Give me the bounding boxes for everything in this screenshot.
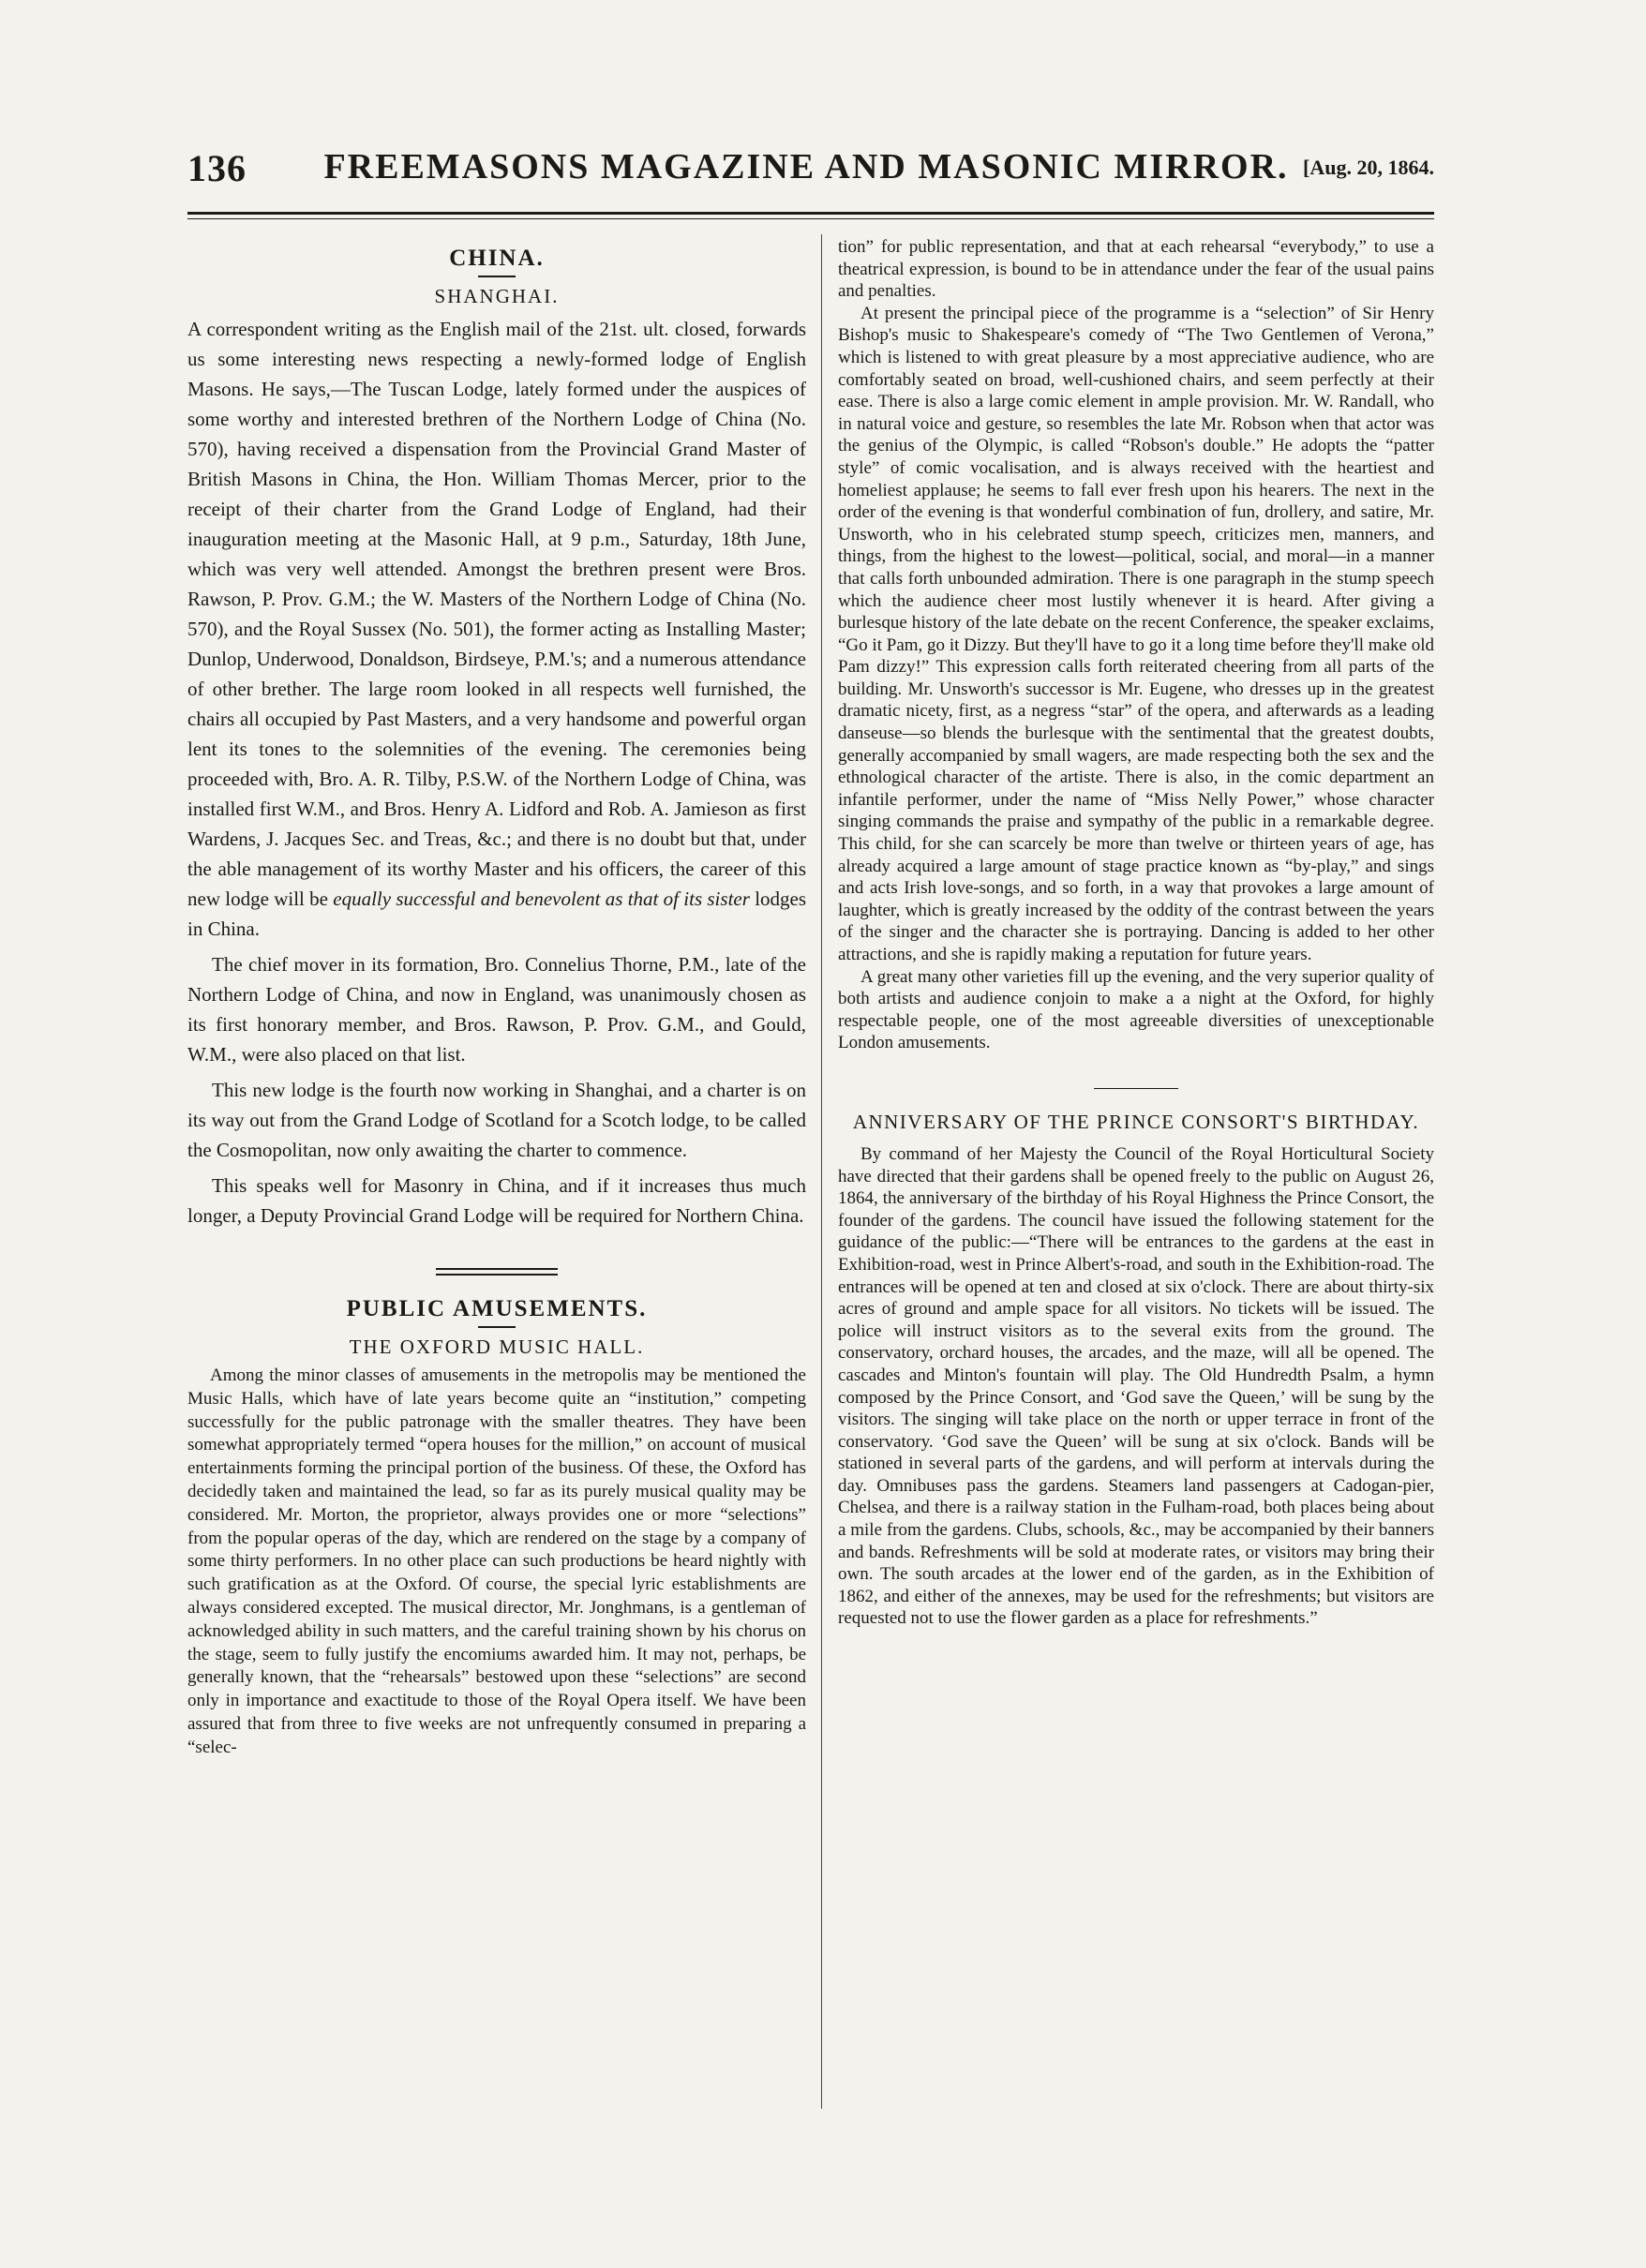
amusements-body [187,1365,806,1760]
running-title: FREEMASONS MAGAZINE AND MASONIC MIRROR. [323,147,1289,187]
china-paragraph-4: This speaks well for Masonry in China, and if it increases thus much longer, a Deputy Provincial Grand Lodge will be required for Northern China. [187,1174,806,1227]
header-rule-thin [187,218,1434,219]
anniversary-paragraph-1: By command of her Majesty the Council of the Royal Horticultural Society have directed that their gardens shall be opened freely to the public on August 26, 1864, the anniversary of the birthday of his Royal Highness the Prince Consort, the founder of the gardens. The council have issued the following statement for the guidance of the public:—“There will be entrances to the gardens at the east in Exhibition-road, west in Prince Albert's-road, and south in the Exhibition-road. The entrances will be opened at ten and closed at six o'clock. There are about thirty-six acres of ground and ample space for all visitors. No tickets will be issued. The police will instruct visitors as to the several exits from the ground. The conservatory, orchard houses, the arcades, and the maze, will all be opened. The cascades and Minton's fountain will play. The Old Hundredth Psalm, a hymn composed by the Prince Consort, and ‘God save the Queen,’ will be sung by the visitors. The singing will take place on the north or upper terrace in front of the conservatory. ‘God save the Queen’ will be sung at six o'clock. Bands will be stationed in several parts of the gardens, and will perform at intervals during the day. Omnibuses pass the gardens. Steamers land passengers at Cadogan-pier, Chelsea, and there is a railway station in the Fulham-road, both places being about a mile from the gardens. Clubs, schools, &c., may be accompanied by their banners and bands. Refreshments will be sold at moderate rates, or visitors may bring their own. The south arcades at the lower end of the garden, as in the Exhibition of 1862, and either of the annexes, may be used for the refreshments; but visitors are requested not to use the flower garden as a place for refreshments.” [838,1143,1434,1629]
amusements-cont-paragraph-2: At present the principal piece of the programme is a “selection” of Sir Henry Bishop's music to Shakespeare's comedy of “The Two Gentlemen of Verona,” which is listened to with great pleasure by a most appreciative audience, who are comfortably seated on broad, well-cushioned chairs, and seem perfectly at their ease. There is also a large comic element in ample provision. Mr. W. Randall, who in natural voice and gesture, so resembles the late Mr. Robson when that actor was the genius of the Olympic, is called “Robson's double.” He adopts the “patter style” of comic vocalisation, and is always received with the heartiest and homeliest applause; he seems to fall ever fresh upon his hearers. The next in the order of the evening is that wonderful combination of fun, drollery, and satire, Mr. Unsworth, who in his celebrated stump speech, criticizes men, manners, and things, from the highest to the lowest—political, social, and moral—in a manner that calls forth unbounded admiration. There is one paragraph in the stump speech which the audience cheer most lustily whenever it is heard. After giving a burlesque history of the late debate on the recent Conference, the speaker exclaims, “Go it Pam, go it Dizzy. But they'll have to go it a long time before they'll make old Pam dizzy!” This expression calls forth reiterated cheering from all parts of the building. Mr. Unsworth's successor is Mr. Eugene, who dresses up in the greatest dramatic nicety, first, as a negress “star” of the opera, and afterwards as a leading danseuse—so blends the burlesque with the sentimental that the greatest doubts, generally accompanied by small wagers, are made respecting both the sex and the ethnological character of the artiste. There is also, in the comic department an infantile performer, under the name of “Miss Nelly Power,” whose character singing commands the praise and sympathy of the public in a remarkable degree. This child, for she can scarcely be more than twelve or thirteen years of age, has already acquired a large amount of stage practice known as “by-play,” and sings and acts Irish love-songs, and so forth, in a way that provokes a large amount of laughter, which is greatly increased by the oddity of the contrast between the years of the singer and the character she is portraying. Dancing is added to her other attractions, and she is rapidly making a reputation for future years. [838,303,1434,964]
masthead [187,141,1434,197]
public-amusements-heading: PUBLIC AMUSEMENTS. [346,1296,648,1321]
column-divider [821,234,822,2109]
china-paragraph-1-italic: equally successful and benevolent as that of its sister [333,888,750,910]
china-paragraph-3: This new lodge is the fourth now working in Shanghai, and a charter is on its way out from the Grand Lodge of Scotland for a Scotch lodge, to be called the Cosmopolitan, now only awaiting the charter to commence. [187,1079,806,1161]
china-article [187,246,806,1231]
china-paragraph-2: The chief mover in its formation, Bro. Connelius Thorne, P.M., late of the Northern Lodge of China, and now in England, was unanimously chosen as its first honorary member, and Bros. Rawson, P. Prov. G.M., and Gould, W.M., were also placed on that list. [187,953,806,1066]
china-heading: CHINA. [449,246,545,271]
issue-date: [Aug. 20, 1864. [1303,156,1434,179]
public-amusements-article [187,1296,806,1760]
china-paragraph-1 [187,314,806,944]
anniversary-heading: ANNIVERSARY OF THE PRINCE CONSORT'S BIRTHDAY. [852,1110,1420,1133]
heading-dash [478,276,516,277]
amusements-cont-paragraph-3: A great many other varieties fill up the evening, and the very superior quality of both artists and audience conjoin to make a a night at the Oxford, for highly respectable people, one of the most agreeable diversities of unexceptionable London amusements. [838,966,1434,1053]
china-paragraph-1-end: lodges in China. [187,888,807,940]
shanghai-subheading: SHANGHAI. [434,285,560,307]
section-double-rule [436,1268,558,1276]
anniversary-body [838,1143,1434,1630]
oxford-music-hall-subheading: THE OXFORD MUSIC HALL. [349,1335,645,1358]
header-rule-thick [187,212,1434,215]
china-paragraph-1-text: A correspondent writing as the English mail of the 21st. ult. closed, forwards us some interesting news respecting a newly-formed lodge of English Masons. He says,—The Tuscan Lodge, lately formed under the auspices of some worthy and interested brethren of the Northern Lodge of China (No. 570), having received a dispensation from the Provincial Grand Master of British Masons in China, the Hon. William Thomas Mercer, prior to the receipt of their charter from the Grand Lodge of England, had their inauguration meeting at the Masonic Hall, at 9 p.m., Saturday, 18th June, which was very well attended. Amongst the brethren present were Bros. Rawson, P. Prov. G.M.; the W. Masters of the Northern Lodge of China (No. 570), and the Royal Sussex (No. 501), the former acting as Installing Master; Dunlop, Underwood, Donaldson, Birdseye, P.M.'s; and a numerous attendance of other brether. The large room looked in all respects well furnished, the chairs all occupied by Past Masters, and a very handsome and powerful organ lent its tones to the solemnities of the evening. The ceremonies being proceeded with, Bro. A. R. Tilby, P.S.W. of the Northern Lodge of China, was installed first W.M., and Bros. Henry A. Lidford and Rob. A. Jamieson as first Wardens, J. Jacques Sec. and Treas, &c.; and there is no doubt but that, under the able management of its worthy Master and his officers, the career of this new lodge will be [187,318,806,910]
china-body [187,314,806,1231]
amusements-cont-paragraph-1: tion” for public representation, and that at each rehearsal “everybody,” to use a theatrical expression, is bound to be in attendance under the fear of the usual pains and penalties. [838,237,1434,302]
left-column [187,236,806,1760]
heading-dash [478,1326,516,1328]
section-rule [1094,1088,1178,1089]
amusements-continued [838,236,1434,1054]
right-column [838,236,1434,1630]
anniversary-article [838,1110,1434,1630]
amusements-paragraph-1: Among the minor classes of amusements in the metropolis may be mentioned the Music Halls, which have of late years become quite an “institution,” competing successfully for the public patronage with the smaller theatres. They have been somewhat appropriately termed “opera houses for the million,” on account of musical entertainments forming the principal portion of the business. Of these, the Oxford has decidedly taken and maintained the lead, so far as its purely musical quality may be considered. Mr. Morton, the proprietor, always provides one or more “selections” from the popular operas of the day, which are rendered on the stage by a company of some thirty performers. In no other place can such productions be heard nightly with such gratification as at the Oxford. Of course, the special lyric establishments are always considered excepted. The musical director, Mr. Jonghmans, is a gentleman of acknowledged ability in such matters, and the careful training shown by his chorus on the stage, seem to fully justify the encomiums awarded him. It may not, perhaps, be generally known, that the “rehearsals” bestowed upon these “selections” are second only in importance and exactitude to those of the Royal Opera itself. We have been assured that from three to five weeks are not unfrequently consumed in preparing a “selec- [187,1365,806,1757]
page-number: 136 [187,147,247,189]
